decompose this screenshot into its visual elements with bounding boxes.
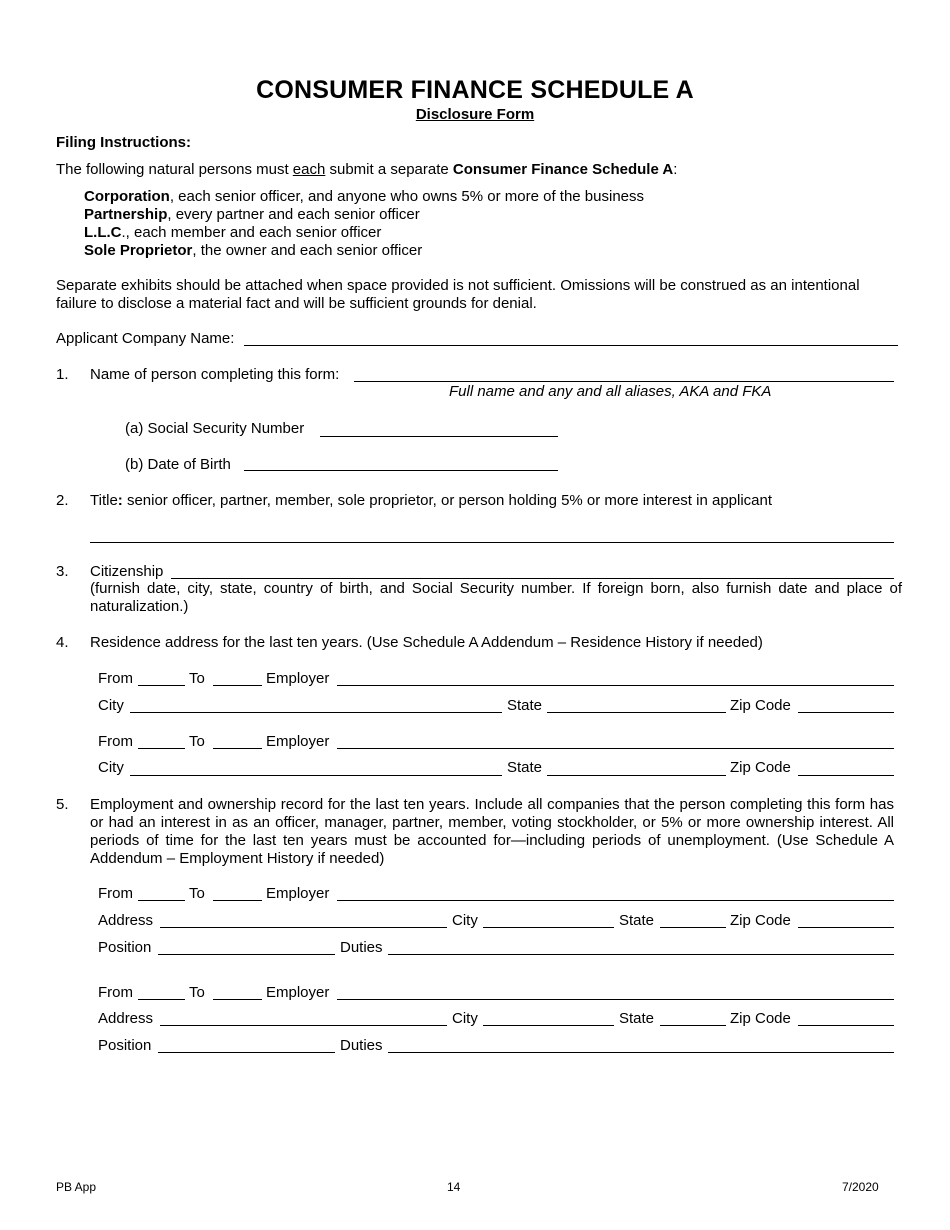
form-subtitle: Disclosure Form <box>415 106 535 123</box>
entity-type: L.L.C <box>84 224 122 241</box>
dob-field[interactable] <box>244 470 558 471</box>
residence-2-zip-field[interactable] <box>798 775 894 776</box>
residence-2-from-label: From <box>98 733 133 750</box>
applicant-company-field[interactable] <box>244 345 898 346</box>
entity-partnership <box>84 206 420 223</box>
employment-2-from-field[interactable] <box>138 999 185 1000</box>
residence-2-state-field[interactable] <box>547 775 726 776</box>
footer-page-number: 14 <box>447 1180 461 1194</box>
employment-1-to-field[interactable] <box>213 900 262 901</box>
employment-1-state-field[interactable] <box>660 927 726 928</box>
employment-1-state-label: State <box>619 912 655 929</box>
q4-text: Residence address for the last ten years. (Use Schedule A Addendum – Residence History if needed) <box>90 634 763 651</box>
employment-2-state-field[interactable] <box>660 1025 726 1026</box>
residence-2-state-label: State <box>507 759 543 776</box>
residence-1-to-field[interactable] <box>213 685 262 686</box>
entity-sole-proprietor <box>84 242 422 259</box>
residence-1-employer-field[interactable] <box>337 685 894 686</box>
employment-1-duties-label: Duties <box>340 939 383 956</box>
employment-1-city-field[interactable] <box>483 927 614 928</box>
ssn-field[interactable] <box>320 436 558 437</box>
residence-1-city-label: City <box>98 697 124 714</box>
citizenship-note: (furnish date, city, state, country of birth, and Social Security number. If foreign born, also furnish date and place of naturalization.) <box>90 580 902 615</box>
title-field[interactable] <box>90 542 894 543</box>
employment-2-position-field[interactable] <box>158 1052 335 1053</box>
person-name-field[interactable] <box>354 381 894 382</box>
entity-corporation <box>84 188 644 205</box>
employment-1-employer-field[interactable] <box>337 900 894 901</box>
q5-text: Employment and ownership record for the last ten years. Include all companies that the person completing this form has or had an interest in as an officer, manager, partner, member, voting stockholder, or 5% or more ownership interest. All periods of time for the last ten years must be accounted for—including periods of unemployment. (Use Schedule A Addendum – Employment History if needed) <box>90 796 894 867</box>
entity-type: Sole Proprietor <box>84 242 193 259</box>
intro-text-1: The following natural persons must <box>56 161 293 178</box>
q1-number: 1. <box>56 366 69 383</box>
employment-2-employer-field[interactable] <box>337 999 894 1000</box>
entity-desc: , the owner and each senior officer <box>192 242 423 259</box>
employment-2-address-field[interactable] <box>160 1025 447 1026</box>
residence-2-city-label: City <box>98 759 124 776</box>
residence-1-zip-label: Zip Code <box>730 697 791 714</box>
residence-1-state-label: State <box>507 697 543 714</box>
residence-2-employer-label: Employer <box>266 733 330 750</box>
title-colon: : <box>117 492 123 509</box>
employment-2-duties-label: Duties <box>340 1037 383 1054</box>
employment-2-address-label: Address <box>98 1010 154 1027</box>
applicant-company-label: Applicant Company Name: <box>56 330 235 347</box>
employment-1-employer-label: Employer <box>266 885 330 902</box>
entity-desc: ., each member and each senior officer <box>121 224 382 241</box>
employment-1-zip-field[interactable] <box>798 927 894 928</box>
footer-app-name: PB App <box>56 1180 97 1194</box>
employment-2-city-field[interactable] <box>483 1025 614 1026</box>
filing-instructions-heading: Filing Instructions: <box>56 134 191 151</box>
entity-type: Corporation <box>84 188 170 205</box>
residence-1-city-field[interactable] <box>130 712 502 713</box>
employment-2-position-label: Position <box>98 1037 152 1054</box>
intro-text-3: : <box>673 161 678 178</box>
footer-date: 7/2020 <box>842 1180 879 1194</box>
employment-1-position-label: Position <box>98 939 152 956</box>
employment-2-employer-label: Employer <box>266 984 330 1001</box>
title-label: Title <box>90 492 118 509</box>
employment-2-city-label: City <box>452 1010 478 1027</box>
q2-text <box>90 492 772 509</box>
employment-2-state-label: State <box>619 1010 655 1027</box>
employment-2-zip-label: Zip Code <box>730 1010 791 1027</box>
employment-2-zip-field[interactable] <box>798 1025 894 1026</box>
dob-label: (b) Date of Birth <box>125 456 231 473</box>
q1-label: Name of person completing this form: <box>90 366 340 383</box>
q5-number: 5. <box>56 796 69 813</box>
entity-llc <box>84 224 381 241</box>
residence-2-city-field[interactable] <box>130 775 502 776</box>
instructions-intro <box>56 161 677 178</box>
residence-2-zip-label: Zip Code <box>730 759 791 776</box>
q4-number: 4. <box>56 634 69 651</box>
employment-1-position-field[interactable] <box>158 954 335 955</box>
employment-2-to-label: To <box>189 984 205 1001</box>
person-name-hint: Full name and any and all aliases, AKA and FKA <box>449 383 772 400</box>
employment-2-to-field[interactable] <box>213 999 262 1000</box>
residence-2-employer-field[interactable] <box>337 748 894 749</box>
employment-1-from-field[interactable] <box>138 900 185 901</box>
citizenship-field[interactable] <box>171 578 894 579</box>
ssn-label: (a) Social Security Number <box>125 420 305 437</box>
employment-1-from-label: From <box>98 885 133 902</box>
residence-1-employer-label: Employer <box>266 670 330 687</box>
employment-2-from-label: From <box>98 984 133 1001</box>
q2-number: 2. <box>56 492 69 509</box>
q3-number: 3. <box>56 563 69 580</box>
employment-1-city-label: City <box>452 912 478 929</box>
residence-1-zip-field[interactable] <box>798 712 894 713</box>
form-title: CONSUMER FINANCE SCHEDULE A <box>256 76 694 104</box>
intro-text-2: submit a separate <box>325 161 453 178</box>
residence-1-from-field[interactable] <box>138 685 185 686</box>
employment-1-to-label: To <box>189 885 205 902</box>
entity-desc: , every partner and each senior officer <box>167 206 420 223</box>
residence-1-to-label: To <box>189 670 205 687</box>
employment-2-duties-field[interactable] <box>388 1052 894 1053</box>
intro-each: each <box>292 161 326 178</box>
residence-1-state-field[interactable] <box>547 712 726 713</box>
employment-1-zip-label: Zip Code <box>730 912 791 929</box>
employment-1-address-field[interactable] <box>160 927 447 928</box>
employment-1-address-label: Address <box>98 912 154 929</box>
exhibits-note: Separate exhibits should be attached when space provided is not sufficient. Omissions will be construed as an intentional failure to disclose a material fact and will be sufficient grounds for denial. <box>56 277 860 312</box>
intro-schedule-name: Consumer Finance Schedule A <box>452 161 674 178</box>
title-description: senior officer, partner, member, sole proprietor, or person holding 5% or more interest in applicant <box>122 492 773 509</box>
residence-2-to-label: To <box>189 733 205 750</box>
entity-type: Partnership <box>84 206 168 223</box>
citizenship-label: Citizenship <box>90 563 164 580</box>
employment-1-duties-field[interactable] <box>388 954 894 955</box>
entity-desc: , each senior officer, and anyone who owns 5% or more of the business <box>169 188 644 205</box>
residence-2-from-field[interactable] <box>138 748 185 749</box>
residence-1-from-label: From <box>98 670 133 687</box>
residence-2-to-field[interactable] <box>213 748 262 749</box>
